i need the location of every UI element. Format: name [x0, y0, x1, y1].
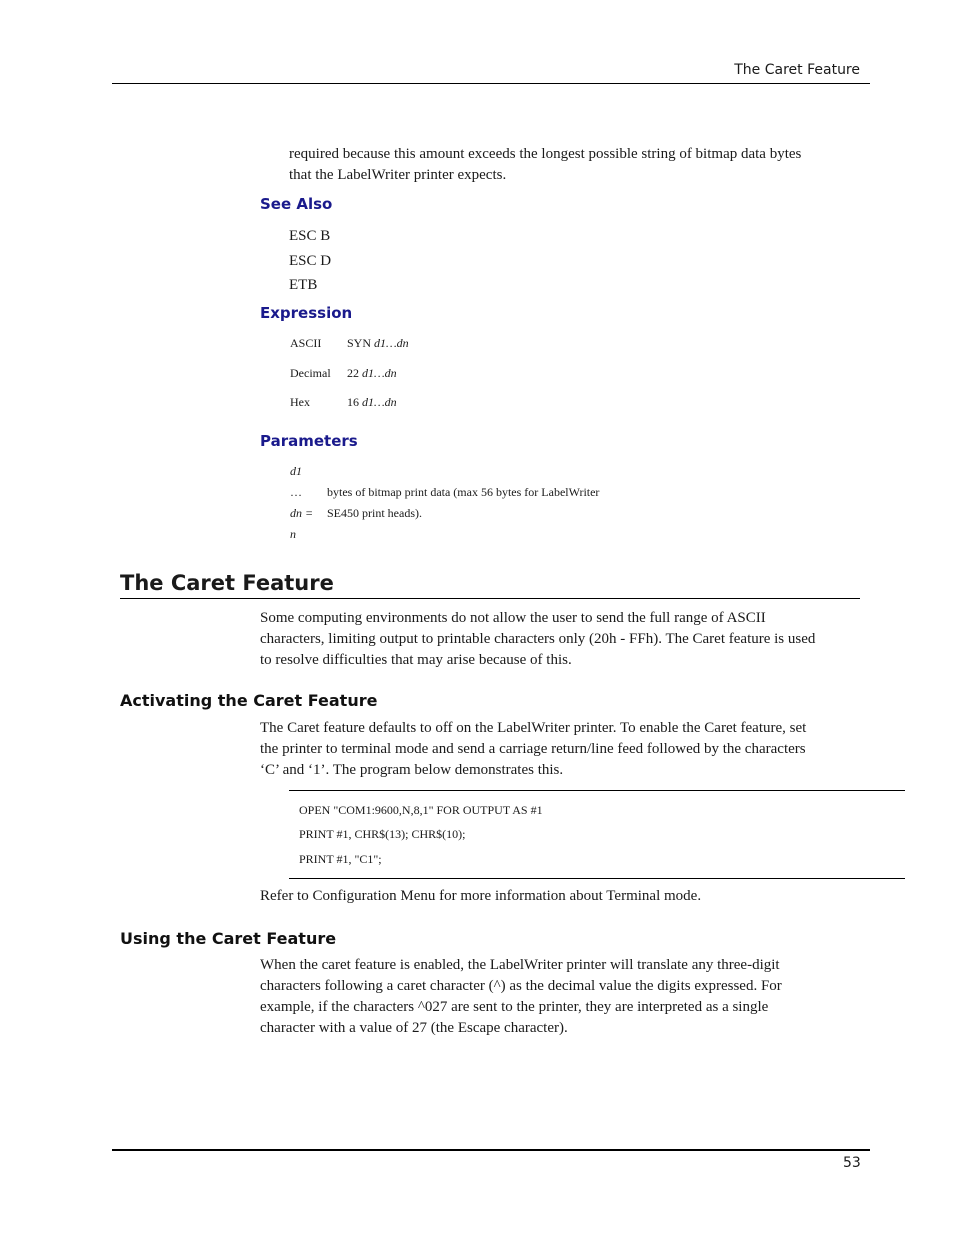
activating-paragraph [260, 718, 806, 781]
para-line: the printer to terminal mode and send a carriage return/line feed followed by the characters [260, 741, 806, 757]
expression-value [347, 395, 397, 410]
expression-label: Decimal [290, 366, 331, 380]
para-line: to resolve difficulties that may arise because of this. [260, 652, 572, 668]
expression-label: Hex [290, 395, 310, 409]
para-line: example, if the characters ^027 are sent to the printer, they are interpreted as a single [260, 999, 769, 1015]
code-bottom-rule [289, 878, 905, 879]
see-also-item: ESC B [289, 228, 331, 244]
code-line: PRINT #1, "C1"; [299, 852, 382, 866]
expression-italic: d1…dn [362, 395, 397, 409]
running-header: The Caret Feature [734, 62, 860, 78]
expression-row [290, 395, 310, 410]
parameter-symbol [290, 485, 302, 500]
parameters-heading: Parameters [260, 432, 358, 450]
caret-intro-paragraph [260, 608, 815, 671]
expression-prefix: SYN [347, 336, 375, 350]
parameter-symbol [290, 464, 302, 479]
expression-italic: d1…dn [362, 366, 397, 380]
parameter-description: bytes of bitmap print data (max 56 bytes for LabelWriter [327, 485, 600, 499]
para-line: ‘C’ and ‘1’. The program below demonstrates this. [260, 762, 564, 778]
para-line: character with a value of 27 (the Escape character). [260, 1020, 568, 1036]
code-line: OPEN "COM1:9600,N,8,1" FOR OUTPUT AS #1 [299, 803, 543, 817]
section-title-rule [120, 598, 860, 599]
section-title: The Caret Feature [120, 571, 334, 595]
header-rule [112, 83, 870, 84]
using-heading: Using the Caret Feature [120, 929, 337, 948]
param-dn: dn = [290, 506, 314, 520]
see-also-item: ETB [289, 277, 318, 293]
intro-line: required because this amount exceeds the longest possible string of bitmap data bytes [289, 146, 802, 162]
expression-italic: d1…dn [374, 336, 409, 350]
page-number: 53 [843, 1155, 861, 1171]
parameter-symbol [290, 527, 296, 542]
code-top-rule [289, 790, 905, 791]
code-line: PRINT #1, CHR$(13); CHR$(10); [299, 827, 466, 841]
terminal-mode-note: Refer to Configuration Menu for more information about Terminal mode. [260, 888, 702, 904]
see-also-list [289, 224, 331, 298]
para-line: Some computing environments do not allow the user to send the full range of ASCII [260, 610, 766, 626]
see-also-heading: See Also [260, 195, 333, 213]
expression-label: ASCII [290, 336, 322, 350]
expression-value [347, 336, 409, 351]
expression-heading: Expression [260, 304, 353, 322]
expression-value [347, 366, 397, 381]
see-also-item: ESC D [289, 252, 332, 269]
activating-heading: Activating the Caret Feature [120, 691, 378, 710]
param-ellipsis: … [290, 485, 302, 499]
param-n: n [290, 527, 296, 541]
para-line: characters, limiting output to printable characters only (20h - FFh). The Caret feature is used [260, 631, 816, 647]
parameter-description: SE450 print heads). [327, 506, 422, 520]
intro-paragraph [289, 144, 801, 186]
expression-row [290, 336, 321, 351]
intro-line: that the LabelWriter printer expects. [289, 167, 507, 183]
expression-row [290, 366, 331, 381]
expression-prefix: 16 [347, 395, 362, 409]
using-paragraph [260, 955, 782, 1039]
param-d1: d1 [290, 464, 302, 478]
parameter-symbol [290, 506, 313, 521]
footer-rule [112, 1149, 870, 1151]
para-line: When the caret feature is enabled, the LabelWriter printer will translate any three-digit [260, 957, 780, 973]
expression-prefix: 22 [347, 366, 362, 380]
para-line: The Caret feature defaults to off on the LabelWriter printer. To enable the Caret feature, set [260, 720, 807, 736]
para-line: characters following a caret character (^) as the decimal value the digits expressed. For [260, 978, 782, 994]
